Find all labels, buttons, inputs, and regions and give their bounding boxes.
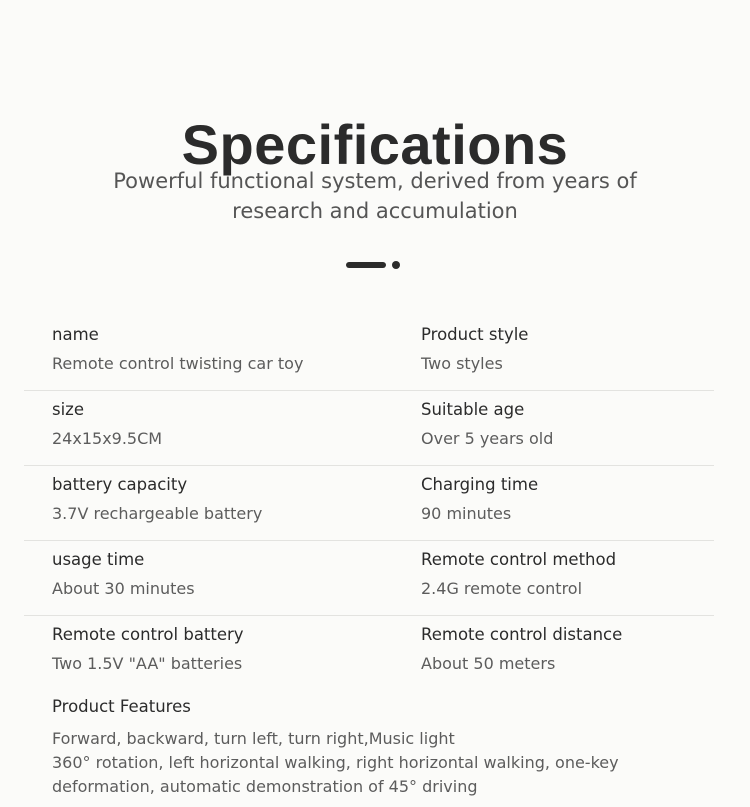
spec-value: About 30 minutes xyxy=(52,579,195,598)
spec-cell-name xyxy=(52,325,412,374)
spec-value: Over 5 years old xyxy=(421,429,554,448)
spec-label: usage time xyxy=(52,550,145,569)
features-line: deformation, automatic demonstration of 45° driving xyxy=(52,777,478,796)
spec-row xyxy=(24,391,714,466)
subtitle-line-1: Powerful functional system, derived from years of xyxy=(113,169,637,193)
spec-cell-suitable-age xyxy=(421,400,711,449)
spec-row xyxy=(24,466,714,541)
spec-label: size xyxy=(52,400,84,419)
spec-cell-product-style xyxy=(421,325,711,374)
spec-row xyxy=(24,616,714,690)
decorative-divider xyxy=(346,260,406,270)
spec-label: Charging time xyxy=(421,475,539,494)
features-description xyxy=(52,727,712,799)
spec-value: Two 1.5V "AA" batteries xyxy=(52,654,243,673)
product-features xyxy=(52,697,712,799)
spec-cell-charging-time xyxy=(421,475,711,524)
features-line: 360° rotation, left horizontal walking, right horizontal walking, one-key xyxy=(52,753,619,772)
spec-label: Suitable age xyxy=(421,400,525,419)
spec-value: 24x15x9.5CM xyxy=(52,429,163,448)
spec-cell-remote-control-method xyxy=(421,550,711,599)
spec-value: 90 minutes xyxy=(421,504,512,523)
page-title: Specifications xyxy=(181,112,569,176)
spec-value: 3.7V rechargeable battery xyxy=(52,504,263,523)
spec-value: Two styles xyxy=(421,354,503,373)
spec-cell-remote-control-battery xyxy=(52,625,412,674)
spec-value: About 50 meters xyxy=(421,654,556,673)
spec-cell-battery-capacity xyxy=(52,475,412,524)
spec-label: Remote control battery xyxy=(52,625,244,644)
spec-label: battery capacity xyxy=(52,475,188,494)
subtitle-line-2: research and accumulation xyxy=(232,199,518,223)
divider-dot xyxy=(392,261,400,269)
features-line: Forward, backward, turn left, turn right,Music light xyxy=(52,729,455,748)
spec-cell-usage-time xyxy=(52,550,412,599)
spec-cell-size xyxy=(52,400,412,449)
spec-row xyxy=(24,316,714,391)
features-label: Product Features xyxy=(52,697,191,716)
spec-value: 2.4G remote control xyxy=(421,579,583,598)
spec-label: Remote control method xyxy=(421,550,617,569)
spec-cell-remote-control-distance xyxy=(421,625,711,674)
spec-label: Product style xyxy=(421,325,529,344)
spec-label: Remote control distance xyxy=(421,625,623,644)
spec-table xyxy=(24,316,714,690)
spec-value: Remote control twisting car toy xyxy=(52,354,304,373)
spec-label: name xyxy=(52,325,99,344)
divider-bar xyxy=(346,262,386,268)
spec-row xyxy=(24,541,714,616)
page-subtitle xyxy=(95,166,655,226)
